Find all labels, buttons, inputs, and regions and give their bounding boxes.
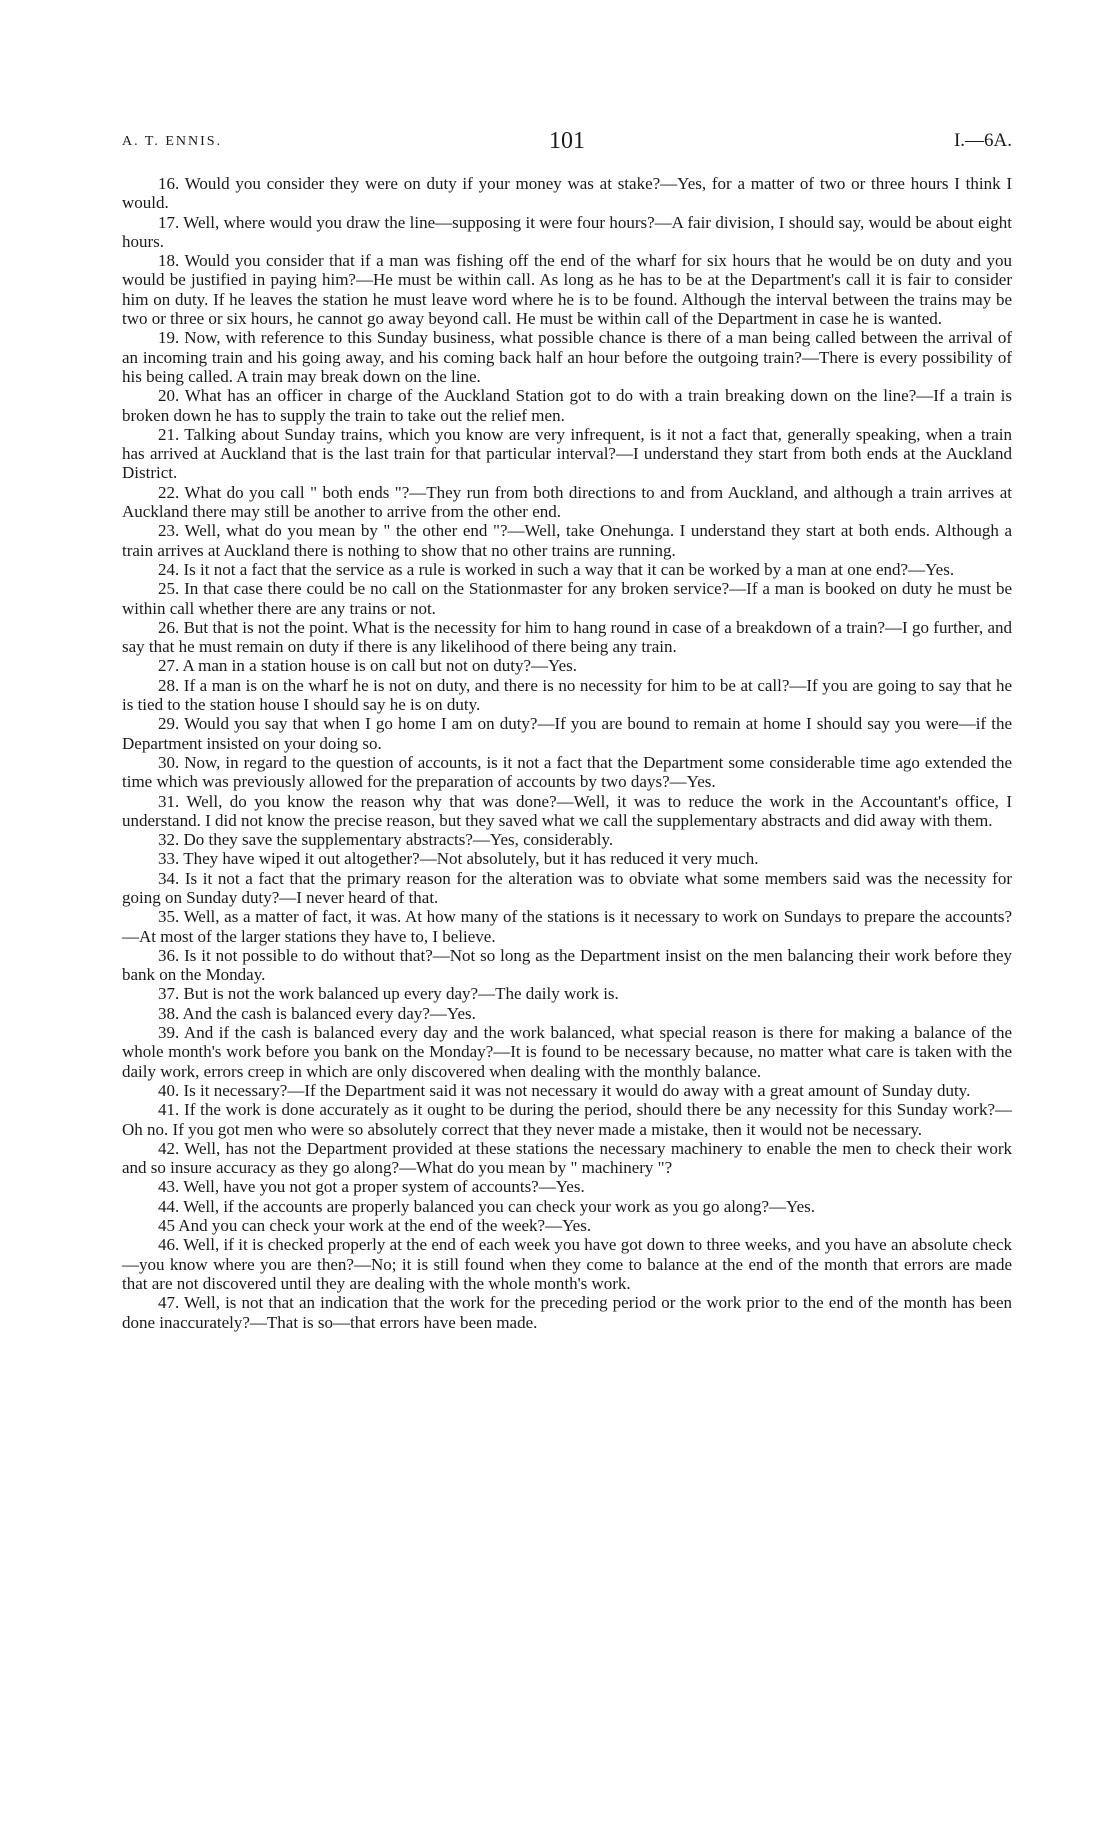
- question-answer-paragraph: 19. Now, with reference to this Sunday business, what possible chance is there of a man being called between the arrival of an incoming train and his going away, and his coming back half an hour before the outgoing train?—There is every possibility of his being called. A train may break down on the line.: [122, 328, 1012, 386]
- question-answer-paragraph: 32. Do they save the supplementary abstracts?—Yes, considerably.: [158, 830, 614, 850]
- question-answer-paragraph: 41. If the work is done accurately as it ought to be during the period, should there be any necessity for this Sunday work?—Oh no. If you got men who were so absolutely correct that they never made a mistake, then it would not be necessary.: [122, 1100, 1012, 1139]
- question-answer-paragraph: 47. Well, is not that an indication that the work for the preceding period or the work prior to the end of the month has been done inaccurately?—That is so—that errors have been made.: [122, 1293, 1012, 1332]
- question-answer-paragraph: 29. Would you say that when I go home I am on duty?—If you are bound to remain at home I should say you were—if the Department insisted on your doing so.: [122, 714, 1012, 753]
- question-answer-paragraph: 43. Well, have you not got a proper system of accounts?—Yes.: [158, 1177, 585, 1197]
- question-answer-paragraph: 23. Well, what do you mean by " the other end "?—Well, take Onehunga. I understand they start at both ends. Although a train arrives at Auckland there is nothing to show that no other trains are running.: [122, 521, 1012, 560]
- question-answer-paragraph: 34. Is it not a fact that the primary reason for the alteration was to obviate what some members said was the necessity for going on Sunday duty?—I never heard of that.: [122, 868, 1012, 907]
- question-answer-paragraph: 21. Talking about Sunday trains, which you know are very infrequent, is it not a fact that, generally speaking, when a train has arrived at Auckland that is the last train for that particular interval?—I understand they start from both ends at the Auckland District.: [122, 424, 1012, 483]
- question-answer-paragraph: 17. Well, where would you draw the line—supposing it were four hours?—A fair division, I should say, would be about eight hours.: [122, 212, 1012, 251]
- question-answer-paragraph: 36. Is it not possible to do without that?—Not so long as the Department insist on the men balancing their work before they bank on the Monday.: [122, 945, 1012, 985]
- question-answer-paragraph: 40. Is it necessary?—If the Department said it was not necessary it would do away with a great amount of Sunday duty.: [158, 1080, 971, 1100]
- page-number: 101: [549, 128, 585, 154]
- question-answer-paragraph: 18. Would you consider that if a man was fishing off the end of the wharf for six hours that he would be on duty and you would be justified in paying him?—He must be within call. As long as he has to be at the Department's call it is fair to consider him on duty. If he leaves the station he must leave word where he is to be found. Although the interval between the trains may be two or three or six hours, he cannot go away beyond call. He must be within call of the Department in case he is wanted.: [122, 251, 1012, 329]
- question-answer-paragraph: 27. A man in a station house is on call but not on duty?—Yes.: [158, 656, 578, 676]
- witness-name: A. T. ENNIS.: [122, 134, 223, 149]
- question-answer-paragraph: 37. But is not the work balanced up every day?—The daily work is.: [158, 984, 619, 1004]
- testimony-body: [122, 174, 1012, 1332]
- question-answer-paragraph: 26. But that is not the point. What is the necessity for him to hang round in case of a breakdown of a train?—I go further, and say that he must remain on duty if there is any likelihood of there being any train.: [122, 617, 1012, 657]
- question-answer-paragraph: 16. Would you consider they were on duty if your money was at stake?—Yes, for a matter of two or three hours I think I would.: [122, 174, 1012, 213]
- question-answer-paragraph: 30. Now, in regard to the question of accounts, is it not a fact that the Department some considerable time ago extended the time which was previously allowed for the preparation of accounts by two days?—Yes.: [122, 752, 1012, 792]
- question-answer-paragraph: 39. And if the cash is balanced every day and the work balanced, what special reason is there for making a balance of the whole month's work before you bank on the Monday?—It is found to be necessary because, no matter what care is taken with the daily work, errors creep in which are only discovered when dealing with the monthly balance.: [122, 1023, 1012, 1081]
- page-header: [122, 128, 1012, 158]
- question-answer-paragraph: 22. What do you call " both ends "?—They run from both directions to and from Auckland, and although a train arrives at Auckland there may still be another to arrive from the other end.: [122, 482, 1012, 522]
- question-answer-paragraph: 31. Well, do you know the reason why that was done?—Well, it was to reduce the work in the Accountant's office, I understand. I did not know the precise reason, but they saved what we call the supplementary abstracts and did away with them.: [122, 791, 1012, 830]
- question-answer-paragraph: 35. Well, as a matter of fact, it was. At how many of the stations is it necessary to work on Sundays to prepare the accounts?—At most of the larger stations they have to, I believe.: [122, 907, 1012, 946]
- question-answer-paragraph: 25. In that case there could be no call on the Stationmaster for any broken service?—If a man is booked on duty he must be within call whether there are any trains or not.: [122, 579, 1012, 618]
- question-answer-paragraph: 28. If a man is on the wharf he is not on duty, and there is no necessity for him to be at call?—If you are going to say that he is tied to the station house I should say he is on duty.: [122, 675, 1012, 715]
- question-answer-paragraph: 33. They have wiped it out altogether?—Not absolutely, but it has reduced it very much.: [158, 849, 759, 869]
- question-answer-paragraph: 38. And the cash is balanced every day?—Yes.: [158, 1003, 476, 1023]
- question-answer-paragraph: 20. What has an officer in charge of the Auckland Station got to do with a train breaking down on the line?—If a train is broken down he has to supply the train to take out the relief men.: [122, 386, 1012, 425]
- question-answer-paragraph: 42. Well, has not the Department provided at these stations the necessary machinery to enable the men to check their work and so insure accuracy as they go along?—What do you mean by " machinery "?: [122, 1138, 1012, 1178]
- question-answer-paragraph: 45 And you can check your work at the end of the week?—Yes.: [158, 1216, 592, 1236]
- document-reference: I.—6A.: [953, 130, 1012, 151]
- question-answer-paragraph: 46. Well, if it is checked properly at the end of each week you have got down to three weeks, and you have an absolute check—you know where you are then?—No; it is still found when they come to balance at the end of the month that errors are made that are not discovered until they are dealing with the whole month's work.: [122, 1235, 1012, 1293]
- question-answer-paragraph: 24. Is it not a fact that the service as a rule is worked in such a way that it can be worked by a man at one end?—Yes.: [158, 559, 955, 579]
- question-answer-paragraph: 44. Well, if the accounts are properly balanced you can check your work as you go along?—Yes.: [158, 1196, 816, 1216]
